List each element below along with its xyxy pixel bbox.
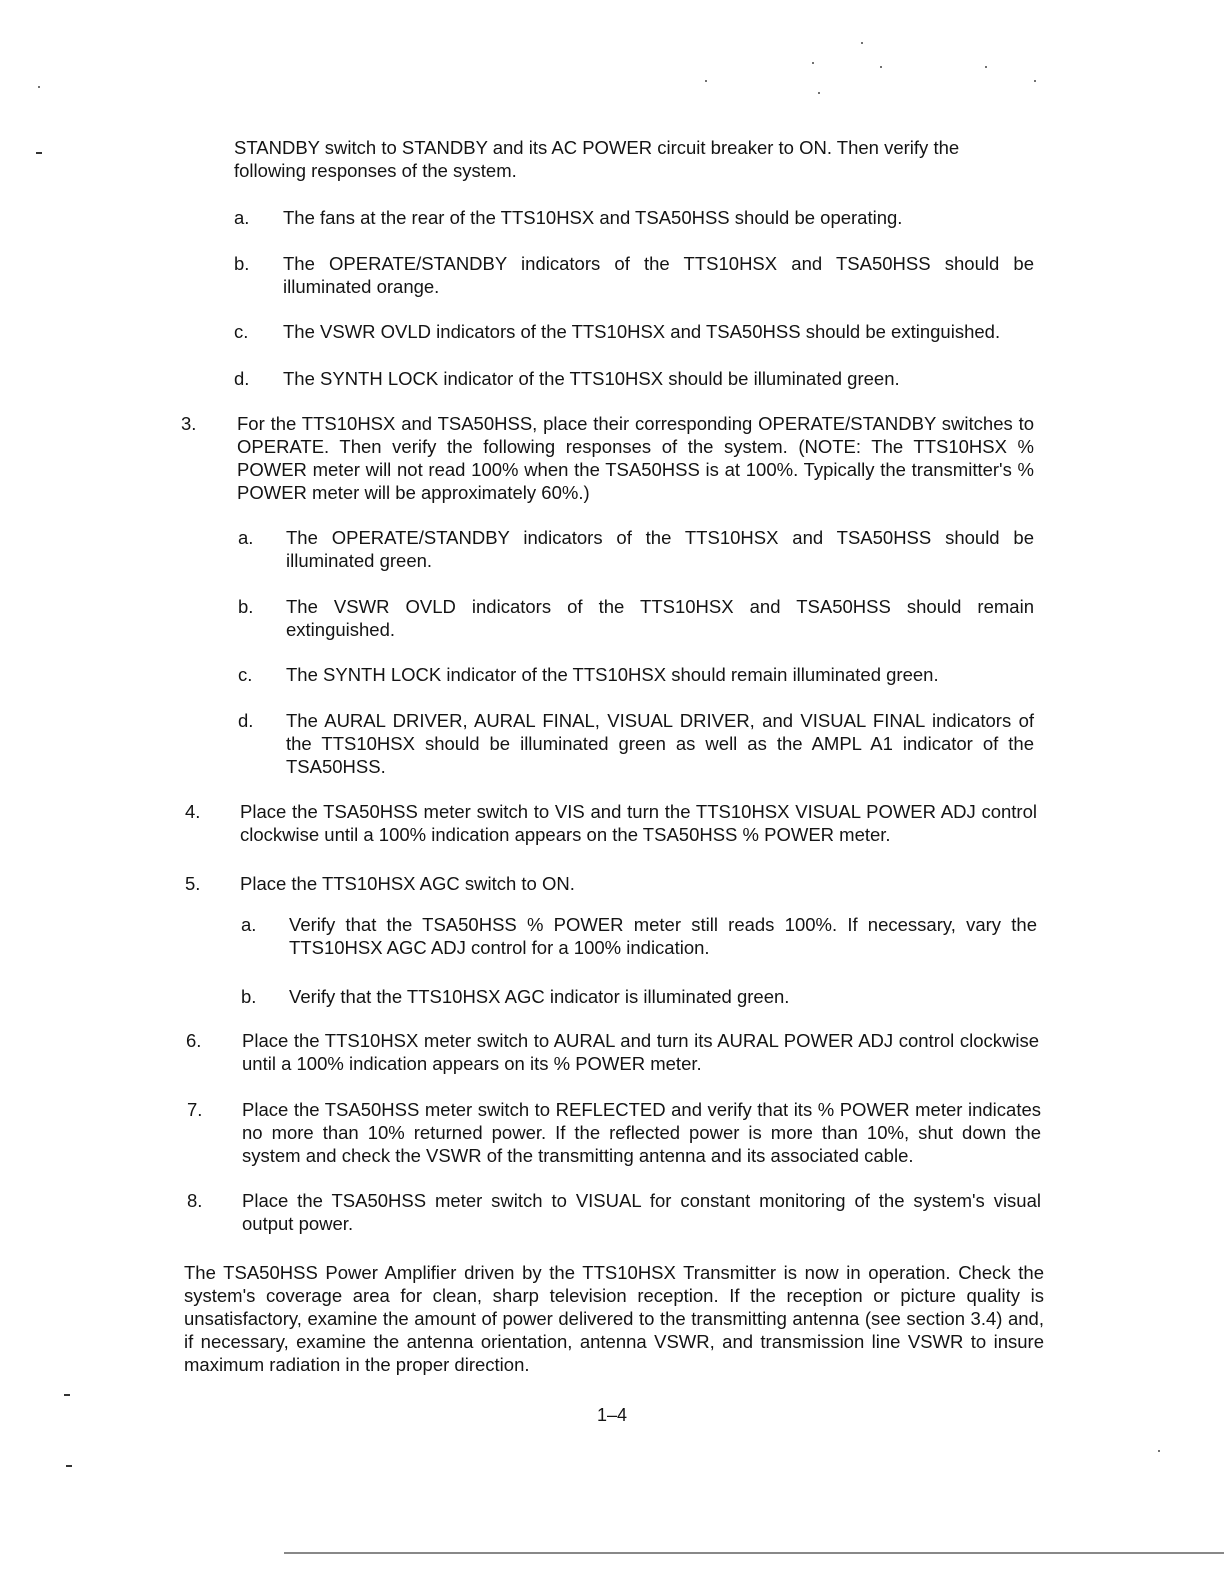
step-number: 4. (185, 801, 201, 822)
item-text: The SYNTH LOCK indicator of the TTS10HSX should remain illuminated green. (286, 664, 939, 685)
item-text: The VSWR OVLD indicators of the TTS10HSX and TSA50HSS should be extinguished. (283, 321, 1001, 342)
scan-speck (705, 80, 707, 82)
step-text: Place the TSA50HSS meter switch to VIS and turn the TTS10HSX VISUAL POWER ADJ control clockwise until a 100% indication appears on the TSA50HSS % POWER meter. (240, 801, 1037, 845)
item-text: The fans at the rear of the TTS10HSX and TSA50HSS should be operating. (283, 207, 903, 228)
step-item (185, 872, 1037, 895)
item-label: b. (234, 253, 250, 274)
scan-speck (880, 66, 882, 68)
list-item (238, 595, 1034, 641)
list-item (241, 913, 1037, 959)
scan-speck (1158, 1450, 1160, 1452)
item-label: a. (238, 527, 254, 548)
list-item (238, 526, 1034, 572)
item-label: a. (241, 914, 257, 935)
item-text: The OPERATE/STANDBY indicators of the TTS10HSX and TSA50HSS should be illuminated orange. (283, 253, 1034, 297)
step-number: 6. (186, 1030, 202, 1051)
step-text: For the TTS10HSX and TSA50HSS, place their corresponding OPERATE/STANDBY switches to OPERATE. Then verify the following responses of the system. (NOTE: The TTS10HSX % POWER meter will not read 100% when the TSA50HSS is at 100%. Typically the transmitter's % POWER meter will be approximately 60%.) (237, 413, 1034, 503)
scan-speck (861, 42, 863, 44)
item-text: Verify that the TTS10HSX AGC indicator is illuminated green. (289, 986, 790, 1007)
scan-speck (812, 62, 814, 64)
item-label: a. (234, 207, 250, 228)
step-text: Place the TTS10HSX meter switch to AURAL and turn its AURAL POWER ADJ control clockwise until a 100% indication appears on its % POWER meter. (242, 1030, 1039, 1074)
item-label: b. (238, 596, 254, 617)
step-number: 3. (181, 413, 197, 434)
scan-mark (64, 1394, 70, 1396)
step-item (187, 1189, 1041, 1235)
intro-paragraph: STANDBY switch to STANDBY and its AC POWER circuit breaker to ON. Then verify the following responses of the system. (234, 137, 960, 181)
scan-mark (66, 1465, 72, 1467)
item-text: The AURAL DRIVER, AURAL FINAL, VISUAL DRIVER, and VISUAL FINAL indicators of the TTS10HSX should be illuminated green as well as the AMPL A1 indicator of the TSA50HSS. (286, 710, 1034, 777)
step-number: 7. (187, 1099, 203, 1120)
scan-speck (985, 66, 987, 68)
step-text: Place the TTS10HSX AGC switch to ON. (240, 873, 575, 894)
scan-mark (36, 152, 42, 154)
list-item (234, 367, 1034, 390)
item-text: The OPERATE/STANDBY indicators of the TTS10HSX and TSA50HSS should be illuminated green. (286, 527, 1034, 571)
step-item (186, 1029, 1039, 1075)
page-number: 1–4 (596, 1405, 628, 1425)
item-label: d. (234, 368, 250, 389)
item-label: b. (241, 986, 257, 1007)
step-number: 5. (185, 873, 201, 894)
scan-speck (1034, 80, 1036, 82)
item-label: c. (234, 321, 249, 342)
scan-speck (818, 92, 820, 94)
step-number: 8. (187, 1190, 203, 1211)
list-item (234, 320, 1034, 343)
step-item (181, 412, 1034, 504)
item-text: The VSWR OVLD indicators of the TTS10HSX and TSA50HSS should remain extinguished. (286, 596, 1034, 640)
list-item (234, 206, 1034, 229)
step-item (185, 800, 1037, 846)
bottom-rule (284, 1552, 1224, 1554)
item-label: d. (238, 710, 254, 731)
closing-paragraph: The TSA50HSS Power Amplifier driven by the TTS10HSX Transmitter is now in operation. Check the system's coverage area for clean, sharp television reception. If the reception or picture quality is unsatisfactory, examine the amount of power delivered to the transmitting antenna (see section 3.4) and, if necessary, examine the antenna orientation, antenna VSWR, and transmission line VSWR to insure maximum radiation in the proper direction. (184, 1262, 1044, 1375)
item-label: c. (238, 664, 253, 685)
step-text: Place the TSA50HSS meter switch to VISUAL for constant monitoring of the system's visual output power. (242, 1190, 1041, 1234)
item-text: Verify that the TSA50HSS % POWER meter still reads 100%. If necessary, vary the TTS10HSX AGC ADJ control for a 100% indication. (289, 914, 1037, 958)
step-text: Place the TSA50HSS meter switch to REFLECTED and verify that its % POWER meter indicates no more than 10% returned power. If the reflected power is more than 10%, shut down the system and check the VSWR of the transmitting antenna and its associated cable. (242, 1099, 1041, 1166)
list-item (238, 663, 1034, 686)
item-text: The SYNTH LOCK indicator of the TTS10HSX should be illuminated green. (283, 368, 900, 389)
scan-speck (38, 86, 40, 88)
list-item (234, 252, 1034, 298)
list-item (238, 709, 1034, 778)
step-item (187, 1098, 1041, 1167)
list-item (241, 985, 1037, 1008)
